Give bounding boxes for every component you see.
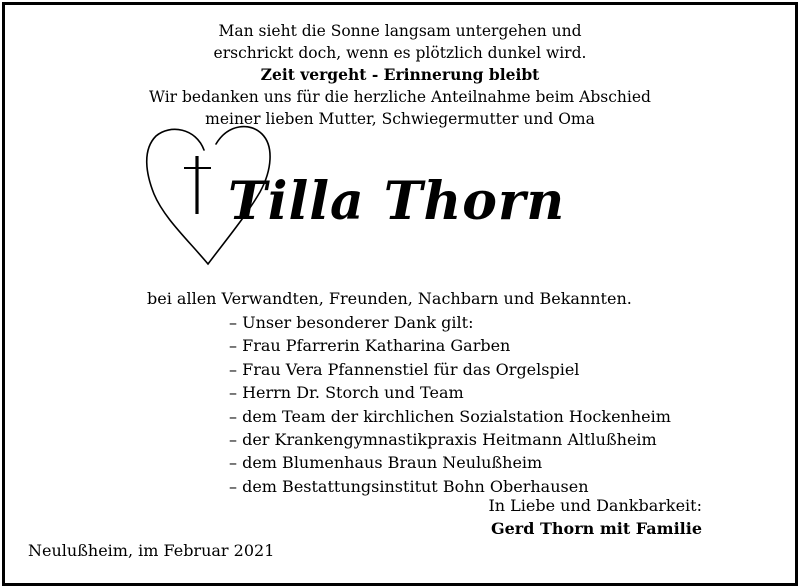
motto: Zeit vergeht - Erinnerung bleibt [260,65,540,84]
verse-line-4: Wir bedanken uns für die herzliche Anteilnahme beim Abschied [149,88,651,106]
deceased-name: Tilla Thorn [228,171,566,232]
list-item: – Unser besonderer Dank gilt: [229,313,474,332]
list-item: – dem Team der kirchlichen Sozialstation Hockenheim [229,406,671,426]
verse-line-5: meiner lieben Mutter, Schwiegermutter und Oma [205,110,595,128]
closing-block [488,494,702,540]
closing-line: In Liebe und Dankbarkeit: [488,496,702,515]
list-item: – Herrn Dr. Storch und Team [229,383,464,403]
intro-text: bei allen Verwandten, Freunden, Nachbarn und Bekannten. [147,289,632,308]
verse-block [0,20,800,130]
list-item: – Frau Vera Pfannenstiel für das Orgelspiel [229,359,580,379]
thanks-list [229,311,671,498]
list-item: – dem Blumenhaus Braun Neulußheim [229,453,543,473]
place-date: Neulußheim, im Februar 2021 [28,541,275,560]
list-item: – der Krankengymnastikpraxis Heitmann Altlußheim [229,430,657,450]
verse-line-1: Man sieht die Sonne langsam untergehen und [218,22,582,40]
list-item: – dem Bestattungsinstitut Bohn Oberhausen [229,476,589,496]
signer: Gerd Thorn mit Familie [490,519,702,538]
verse-line-2: erschrickt doch, wenn es plötzlich dunkel wird. [213,44,587,62]
cross-icon [184,156,211,214]
list-item: – Frau Pfarrerin Katharina Garben [229,336,511,356]
